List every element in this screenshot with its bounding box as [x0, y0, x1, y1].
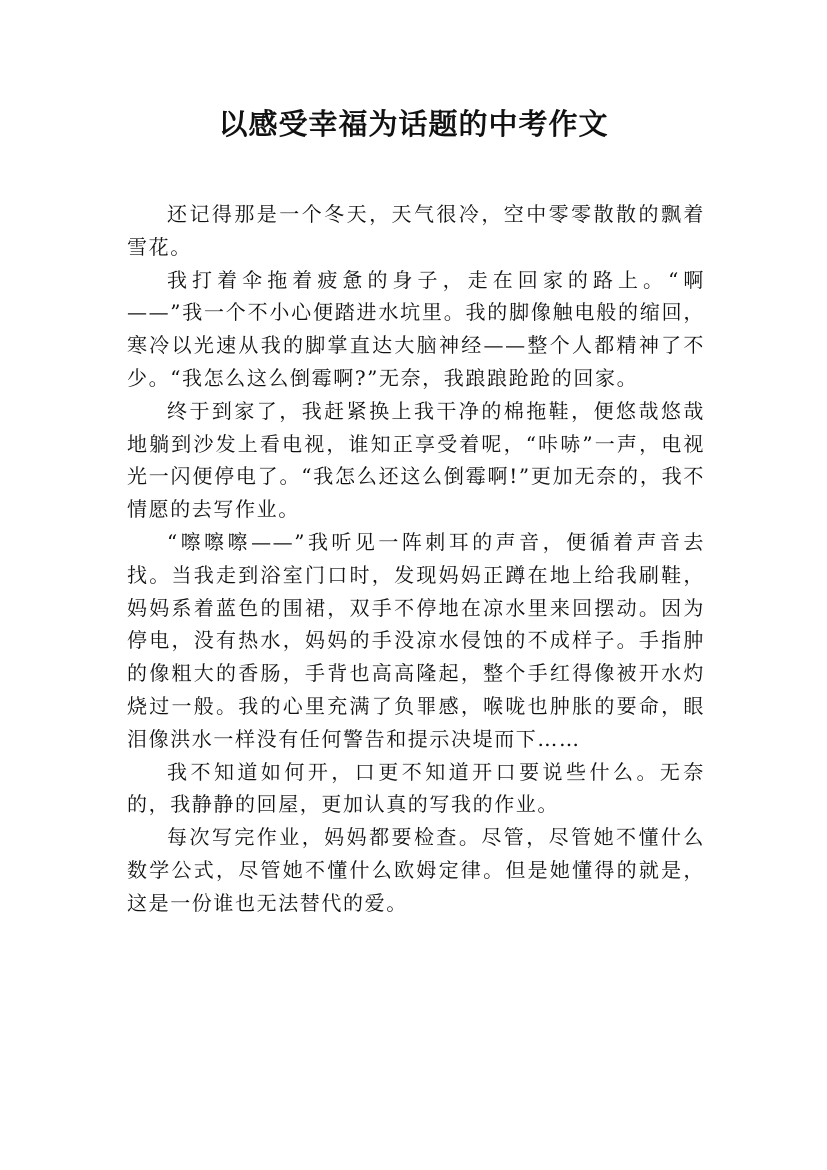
paragraph-2: 我打着伞拖着疲惫的身子，走在回家的路上。“啊——”我一个不小心便踏进水坑里。我的脚像触电般的缩回，寒冷以光速从我的脚掌直达大脑神经——整个人都精神了不少。“我怎么这么倒霉啊?”无奈，我踉踉跄跄的回家。 — [127, 267, 705, 390]
essay-body — [127, 198, 705, 920]
paragraph-3: 终于到家了，我赶紧换上我干净的棉拖鞋，便悠哉悠哉地躺到沙发上看电视，谁知正享受着呢，“咔哧”一声，电视光一闪便停电了。“我怎么还这么倒霉啊!”更加无奈的，我不情愿的去写作业。 — [127, 398, 705, 522]
page-title: 以感受幸福为话题的中考作文 — [218, 107, 609, 141]
paragraph-6: 每次写完作业，妈妈都要检查。尽管，尽管她不懂什么数学公式，尽管她不懂什么欧姆定律。但是她懂得的就是，这是一份谁也无法替代的爱。 — [127, 825, 705, 915]
paragraph-1: 还记得那是一个冬天，天气很冷，空中零零散散的飘着雪花。 — [127, 202, 705, 259]
paragraph-5: 我不知道如何开，口更不知道开口要说些什么。无奈的，我静静的回屋，更加认真的写我的作业。 — [127, 759, 705, 817]
paragraph-4: “嚓嚓嚓——”我听见一阵刺耳的声音，便循着声音去找。当我走到浴室门口时，发现妈妈正蹲在地上给我刷鞋，妈妈系着蓝色的围裙，双手不停地在凉水里来回摆动。因为停电，没有热水，妈妈的手没凉水侵蚀的不成样子。手指肿的像粗大的香肠，手背也高高隆起，整个手红得像被开水灼烧过一般。我的心里充满了负罪感，喉咙也肿胀的要命，眼泪像洪水一样没有任何警告和提示决堤而下…… — [127, 529, 705, 751]
